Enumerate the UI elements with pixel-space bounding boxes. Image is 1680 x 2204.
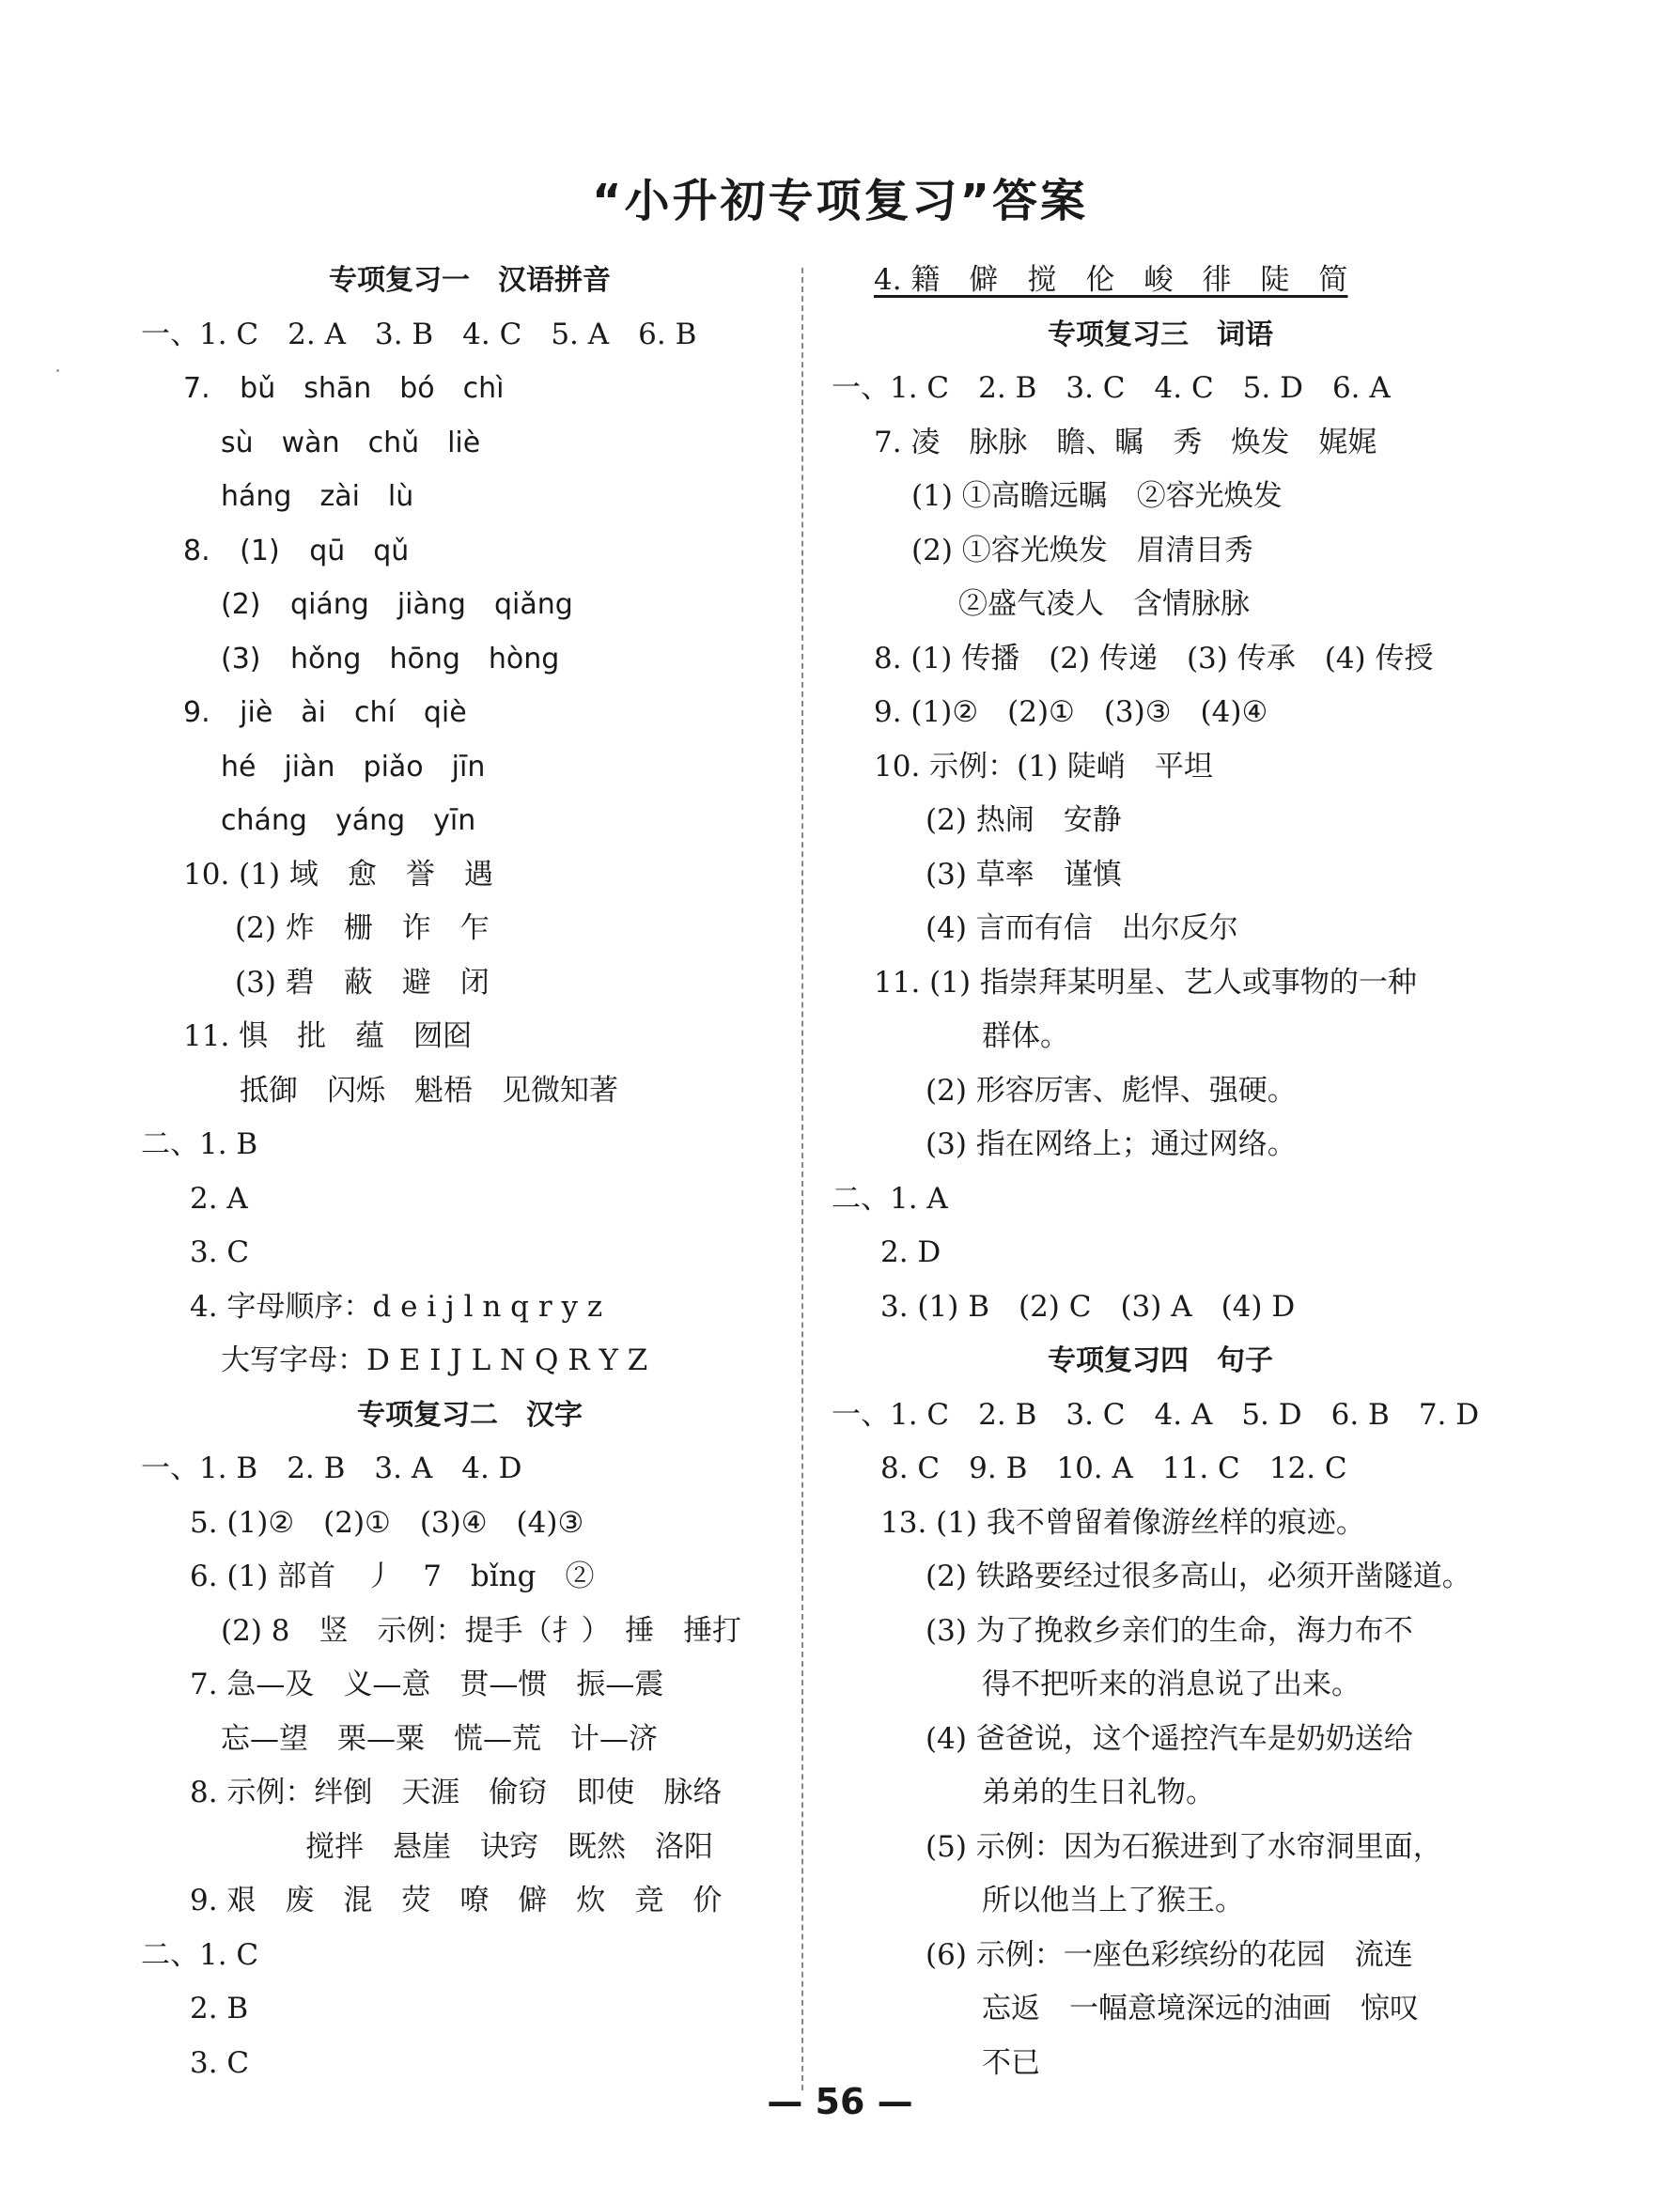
answer-text: 7. bǔ shān bó chì bbox=[183, 372, 505, 405]
answer-line bbox=[832, 1821, 1489, 1875]
answer-line bbox=[141, 794, 799, 848]
page-title: “小升初专项复习”答案 bbox=[591, 175, 1089, 227]
answer-text: 9. jiè ài chí qiè bbox=[183, 696, 467, 729]
answer-text: 大写字母：D E I J L N Q R Y Z bbox=[221, 1343, 648, 1377]
answer-line bbox=[832, 1118, 1489, 1172]
answer-line bbox=[141, 1929, 799, 1983]
section-heading bbox=[141, 254, 799, 308]
answer-text: hé jiàn piǎo jīn bbox=[221, 750, 486, 784]
answer-line bbox=[141, 1550, 799, 1605]
answer-line bbox=[141, 1280, 799, 1335]
answer-text: 8. (1) 传播 (2) 传递 (3) 传承 (4) 传授 bbox=[874, 641, 1434, 675]
answer-line bbox=[141, 362, 799, 416]
answer-text: 9. (1)② (2)① (3)③ (4)④ bbox=[874, 695, 1268, 729]
column-divider bbox=[801, 268, 803, 2090]
answer-line bbox=[141, 1874, 799, 1929]
answer-text: ②盛气凌人 含情脉脉 bbox=[958, 587, 1250, 621]
answer-line bbox=[832, 686, 1489, 740]
answer-line bbox=[832, 1172, 1489, 1227]
answer-text: 11. (1) 指崇拜某明星、艺人或事物的一种 bbox=[874, 965, 1417, 1000]
answer-line bbox=[832, 1226, 1489, 1280]
answer-line bbox=[141, 1226, 799, 1280]
answer-text: 10. (1) 域 愈 誉 遇 bbox=[183, 857, 493, 892]
scan-speck bbox=[56, 369, 59, 372]
answer-text: 专项复习四 句子 bbox=[1048, 1344, 1273, 1377]
answer-line bbox=[832, 470, 1489, 524]
answer-text: (2) 铁路要经过很多高山，必须开凿隧道。 bbox=[926, 1560, 1471, 1593]
answer-text: 二、1. C bbox=[141, 1937, 259, 1972]
answer-text: 8. (1) qū qǔ bbox=[183, 534, 410, 567]
answer-text: 2. A bbox=[190, 1181, 248, 1216]
right-column bbox=[832, 254, 1489, 2090]
answer-text: (3) 碧 蔽 避 闭 bbox=[235, 965, 490, 1000]
answer-text: 群体。 bbox=[982, 1019, 1069, 1053]
answer-line bbox=[141, 1334, 799, 1389]
answer-text: (3) 指在网络上；通过网络。 bbox=[926, 1127, 1297, 1161]
answer-text: 13. (1) 我不曾留着像游丝样的痕迹。 bbox=[880, 1505, 1365, 1540]
answer-text: 二、1. B bbox=[141, 1127, 258, 1161]
answer-text: háng zài lù bbox=[221, 480, 414, 513]
answer-text: (2) 8 竖 示例：提手（扌） 捶 捶打 bbox=[221, 1613, 741, 1648]
answer-line bbox=[832, 1497, 1489, 1551]
answer-text: (2) 形容厉害、彪悍、强硬。 bbox=[926, 1073, 1297, 1108]
answer-text: (3) hǒng hōng hòng bbox=[221, 642, 560, 675]
answer-line bbox=[832, 1442, 1489, 1497]
answer-line bbox=[141, 1605, 799, 1659]
answer-text: 8. C 9. B 10. A 11. C 12. C bbox=[880, 1451, 1347, 1485]
answer-text: 8. 示例：绊倒 天涯 偷窃 即使 脉络 bbox=[190, 1776, 723, 1809]
answer-text: (4) 言而有信 出尔反尔 bbox=[926, 911, 1238, 945]
answer-text: (1) ①高瞻远瞩 ②容光焕发 bbox=[911, 479, 1283, 513]
answer-line bbox=[832, 362, 1489, 416]
answer-text: 得不把听来的消息说了出来。 bbox=[982, 1668, 1361, 1701]
answer-line bbox=[141, 902, 799, 956]
answer-text: 一、1. C 2. B 3. C 4. A 5. D 6. B 7. D bbox=[832, 1397, 1480, 1432]
answer-text: 不已 bbox=[982, 2045, 1040, 2080]
answer-text: 2. D bbox=[880, 1235, 941, 1269]
answer-text: 7. 凌 脉脉 瞻、瞩 秀 焕发 娓娓 bbox=[874, 425, 1377, 459]
answer-line bbox=[141, 1172, 799, 1227]
answer-text: (6) 示例：一座色彩缤纷的花园 流连 bbox=[926, 1937, 1413, 1972]
answer-text: 10. 示例：(1) 陡峭 平坦 bbox=[874, 749, 1213, 784]
answer-line bbox=[832, 794, 1489, 848]
answer-line bbox=[832, 848, 1489, 903]
answer-text: (3) 草率 谨慎 bbox=[926, 857, 1122, 892]
answer-line bbox=[141, 1658, 799, 1713]
answer-text: 一、1. C 2. A 3. B 4. C 5. A 6. B bbox=[141, 317, 697, 351]
answer-text: (2) qiáng jiàng qiǎng bbox=[221, 588, 573, 621]
answer-line bbox=[141, 1118, 799, 1172]
answer-line bbox=[832, 1766, 1489, 1821]
answer-line bbox=[832, 1064, 1489, 1119]
answer-line bbox=[832, 1874, 1489, 1929]
answer-text: 专项复习二 汉字 bbox=[357, 1398, 583, 1432]
answer-text: 弟弟的生日礼物。 bbox=[982, 1776, 1215, 1809]
answer-text: (3) 为了挽救乡亲们的生命，海力布不 bbox=[926, 1613, 1413, 1648]
page-number: — 56 — bbox=[767, 2081, 913, 2122]
answer-line bbox=[141, 1713, 799, 1767]
answer-text: 专项复习三 词语 bbox=[1048, 318, 1273, 351]
answer-line bbox=[141, 1766, 799, 1821]
answer-text: cháng yáng yīn bbox=[221, 804, 476, 837]
answer-line bbox=[832, 740, 1489, 795]
answer-line bbox=[832, 524, 1489, 579]
answer-text: 3. C bbox=[190, 1235, 250, 1269]
answer-line bbox=[141, 956, 799, 1011]
answer-line bbox=[141, 1064, 799, 1119]
answer-text: 忘—望 栗—粟 慌—荒 计—济 bbox=[221, 1721, 658, 1756]
answer-line bbox=[141, 686, 799, 740]
answer-text: (5) 示例：因为石猴进到了水帘洞里面， bbox=[926, 1829, 1442, 1864]
section-heading bbox=[141, 1389, 799, 1443]
answer-line bbox=[832, 416, 1489, 471]
answer-line bbox=[832, 1982, 1489, 2037]
answer-line bbox=[141, 308, 799, 363]
answer-text: 3. (1) B (2) C (3) A (4) D bbox=[880, 1289, 1296, 1324]
answer-line bbox=[141, 740, 799, 795]
answer-text: 搅拌 悬崖 诀窍 既然 洛阳 bbox=[305, 1829, 713, 1864]
answer-text: 4. 字母顺序：d e i j l n q r y z bbox=[190, 1289, 603, 1324]
answer-text: 所以他当上了猴王。 bbox=[982, 1884, 1244, 1917]
answer-line bbox=[832, 254, 1489, 308]
answer-line bbox=[832, 1713, 1489, 1767]
answer-text: (4) 爸爸说，这个遥控汽车是奶奶送给 bbox=[926, 1721, 1413, 1756]
answer-line bbox=[832, 1550, 1489, 1605]
answer-text: 11. 惧 批 蕴 囫囵 bbox=[183, 1019, 473, 1053]
answer-text: 2. B bbox=[190, 1992, 249, 2026]
answer-text: 一、1. C 2. B 3. C 4. C 5. D 6. A bbox=[832, 371, 1391, 405]
answer-line bbox=[141, 470, 799, 524]
answer-line bbox=[832, 1929, 1489, 1983]
answer-text: (2) 炸 栅 诈 乍 bbox=[235, 911, 490, 945]
answer-line bbox=[832, 1389, 1489, 1443]
answer-text: 4. 籍 僻 搅 伦 峻 徘 陡 简 bbox=[874, 263, 1348, 297]
answer-line bbox=[141, 1442, 799, 1497]
answer-text: 9. 艰 废 混 荧 嘹 僻 炊 竞 价 bbox=[190, 1884, 723, 1917]
answer-line bbox=[141, 578, 799, 632]
answer-text: 专项复习一 汉语拼音 bbox=[329, 264, 611, 297]
answer-line bbox=[832, 632, 1489, 687]
answer-line bbox=[832, 578, 1489, 632]
answer-line bbox=[832, 1010, 1489, 1064]
answer-line bbox=[832, 902, 1489, 956]
answer-text: 7. 急—及 义—意 贯—惯 振—震 bbox=[190, 1668, 664, 1701]
answer-text: 一、1. B 2. B 3. A 4. D bbox=[141, 1451, 522, 1485]
answer-text: 5. (1)② (2)① (3)④ (4)③ bbox=[190, 1505, 584, 1540]
answer-line bbox=[141, 1821, 799, 1875]
answer-text: (2) ①容光焕发 眉清目秀 bbox=[911, 533, 1253, 567]
answer-text: 忘返 一幅意境深远的油画 惊叹 bbox=[982, 1992, 1419, 2026]
answer-text: (2) 热闹 安静 bbox=[926, 803, 1122, 837]
answer-line bbox=[832, 1658, 1489, 1713]
answer-text: 3. C bbox=[190, 2045, 250, 2080]
section-heading bbox=[832, 308, 1489, 363]
answer-line bbox=[141, 1982, 799, 2037]
answer-line bbox=[141, 1010, 799, 1064]
answer-line bbox=[141, 416, 799, 471]
answer-line bbox=[141, 1497, 799, 1551]
answer-line bbox=[141, 632, 799, 687]
answer-line bbox=[141, 524, 799, 579]
answer-text: 二、1. A bbox=[832, 1181, 948, 1216]
left-column bbox=[141, 254, 799, 2090]
answer-text: 抵御 闪烁 魁梧 见微知著 bbox=[240, 1073, 618, 1108]
section-heading bbox=[832, 1334, 1489, 1389]
answer-line bbox=[832, 1605, 1489, 1659]
answer-text: 6. (1) 部首 丿 7 bǐng ② bbox=[190, 1560, 595, 1593]
answer-text: sù wàn chǔ liè bbox=[221, 426, 481, 459]
answer-line bbox=[832, 956, 1489, 1011]
answer-line bbox=[141, 848, 799, 903]
answer-line bbox=[832, 1280, 1489, 1335]
